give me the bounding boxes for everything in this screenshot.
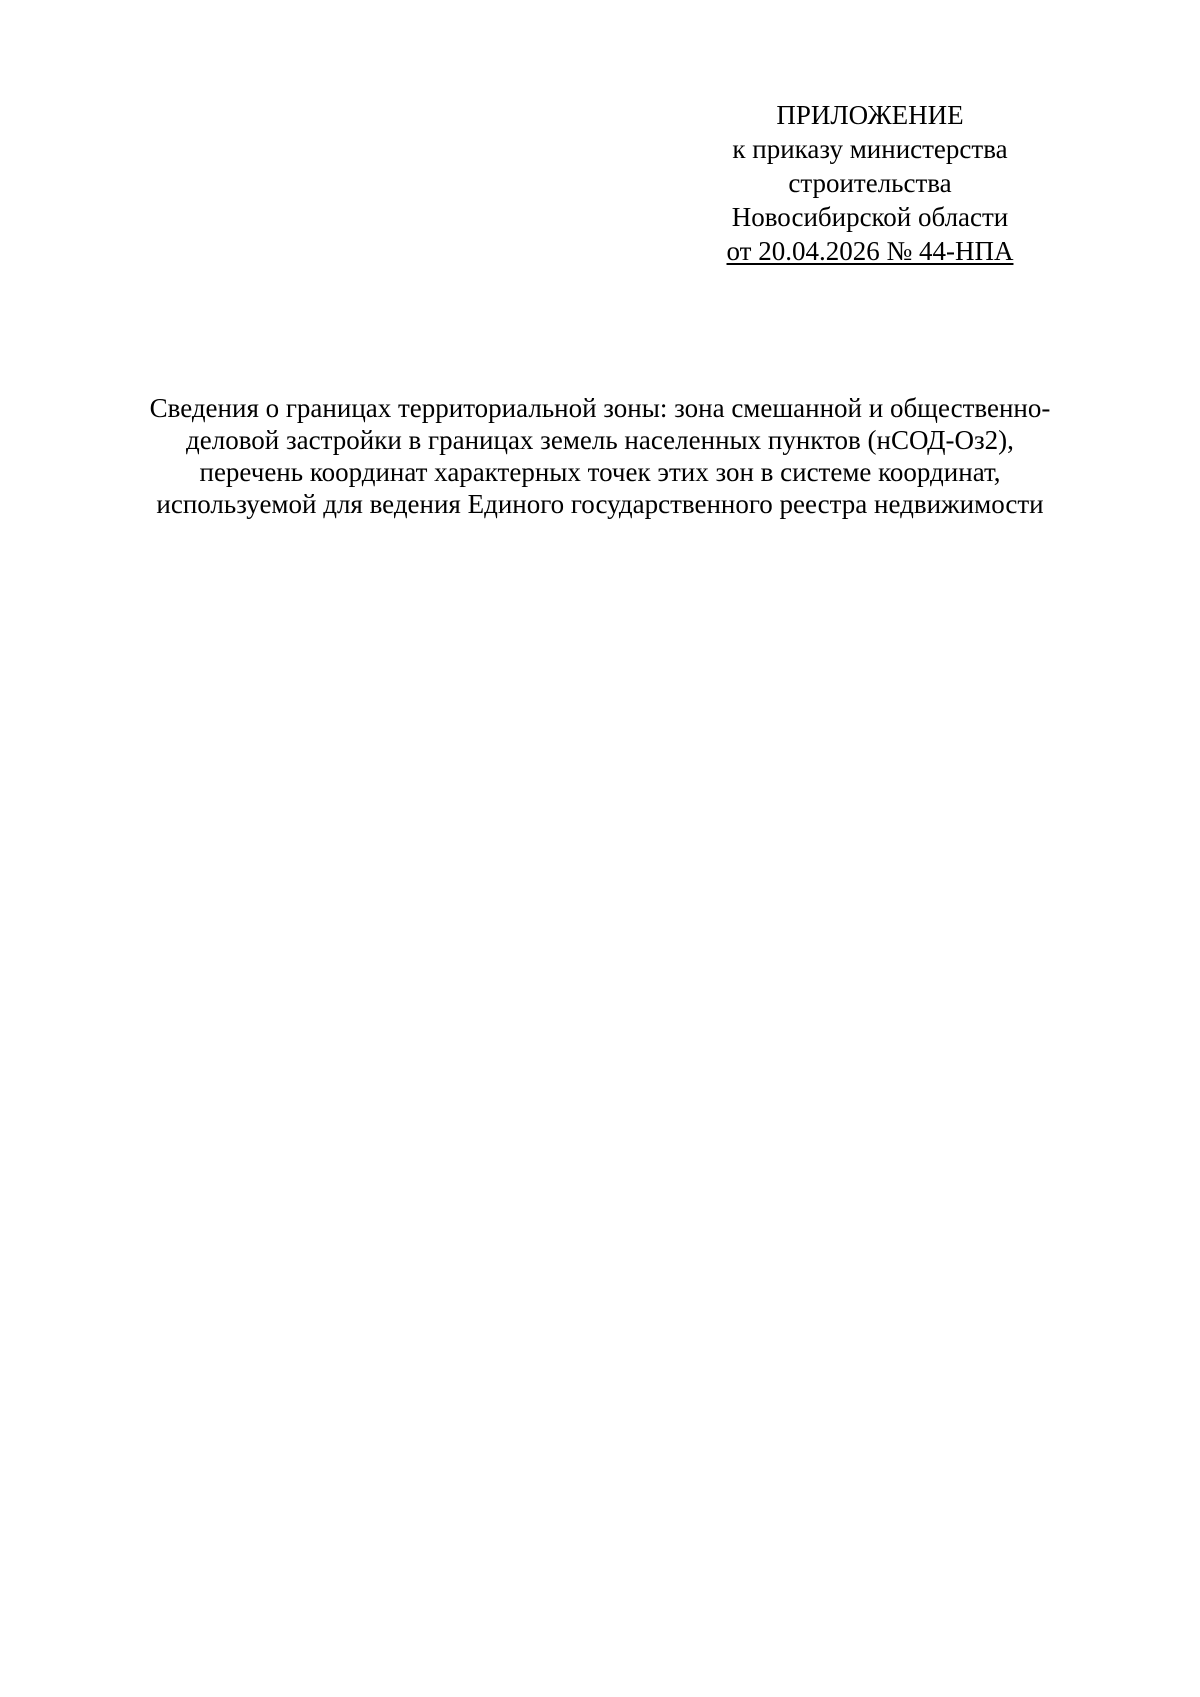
appendix-line-1: к приказу министерства [732,134,1008,164]
title-line-2: деловой застройки в границах земель населенных пунктов (нСОД-Оз2), [186,425,1014,455]
appendix-heading: ПРИЛОЖЕНИЕ [776,100,964,130]
appendix-line-3: Новосибирской области [731,202,1009,232]
order-date-number: от 20.04.2026 № 44-НПА [726,236,1014,266]
title-line-4: используемой для ведения Единого государственного реестра недвижимости [156,489,1044,519]
appendix-header [700,98,1040,268]
document-title [120,392,1080,520]
title-line-3: перечень координат характерных точек этих зон в системе координат, [199,457,1001,487]
title-line-1: Сведения о границах территориальной зоны: зона смешанной и общественно- [149,393,1051,423]
appendix-line-2: строительства [788,168,952,198]
